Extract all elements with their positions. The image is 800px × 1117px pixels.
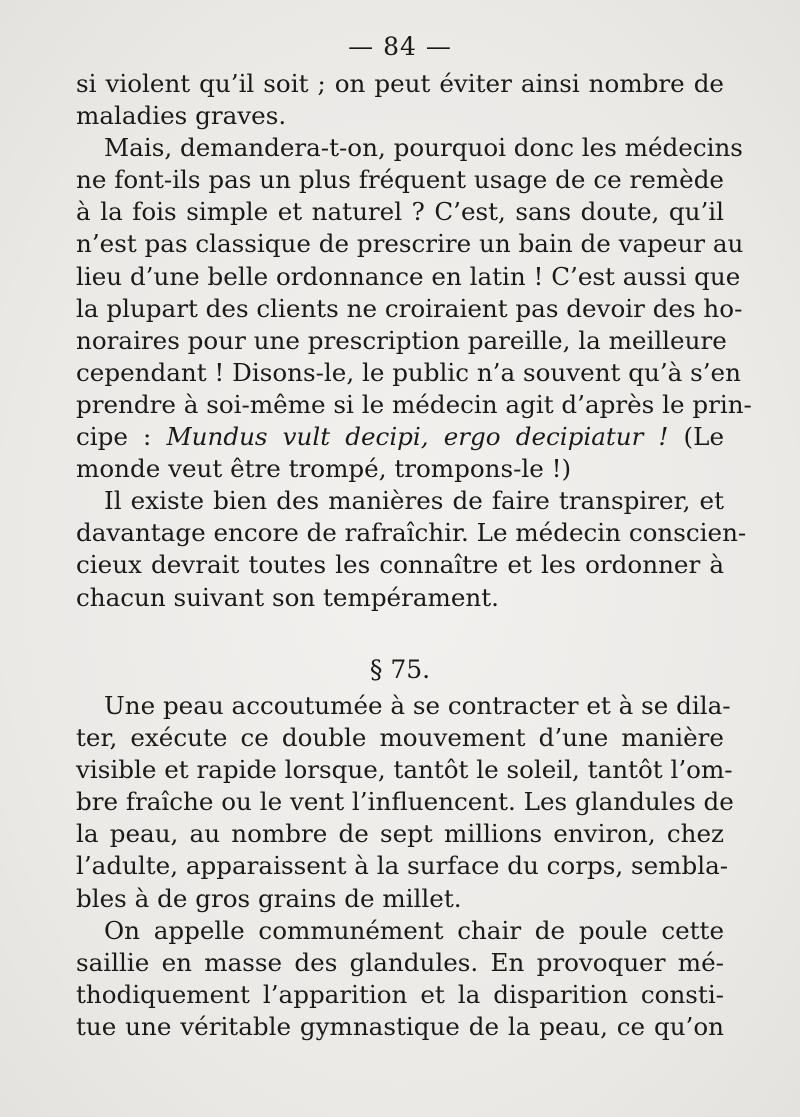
text-line: saillie en masse des glandules. En provoquer mé- bbox=[76, 947, 724, 977]
section-heading: § 75. bbox=[369, 655, 431, 684]
text-line: chacun suivant son tempérament. bbox=[76, 582, 499, 612]
text-line: Mais, demandera-t-on, pourquoi donc les médecins bbox=[104, 133, 743, 163]
text-line: bre fraîche ou le vent l’influencent. Les glandules de bbox=[76, 787, 734, 817]
text-line: si violent qu’il soit ; on peut éviter ainsi nombre de bbox=[76, 69, 724, 98]
text-line: ne font-ils pas un plus fréquent usage de ce remède bbox=[76, 165, 724, 195]
text-fragment: cipe : bbox=[76, 422, 152, 452]
text-line: lieu d’une belle ordonnance en latin ! C’est aussi que bbox=[76, 261, 741, 291]
text-line: à la fois simple et naturel ? C’est, sans doute, qu’il bbox=[76, 197, 724, 227]
text-line: n’est pas classique de prescrire un bain de vapeur au bbox=[76, 229, 744, 259]
text-line: noraires pour une prescription pareille, la meilleure bbox=[76, 325, 727, 355]
text-fragment: (Le bbox=[683, 422, 724, 452]
text-line-latin-quote bbox=[76, 421, 724, 453]
text-line: tue une véritable gymnastique de la peau, ce qu’on bbox=[76, 1011, 724, 1041]
text-line: thodiquement l’apparition et la disparition consti- bbox=[76, 979, 724, 1009]
text-line: cependant ! Disons-le, le public n’a souvent qu’à s’en bbox=[76, 357, 741, 387]
text-line: Il existe bien des manières de faire transpirer, et bbox=[104, 486, 724, 516]
text-line: maladies graves. bbox=[76, 101, 287, 131]
text-line: la peau, au nombre de sept millions environ, chez bbox=[76, 819, 724, 849]
page-number: — 84 — bbox=[348, 32, 452, 61]
text-line: monde veut être trompé, trompons-le !) bbox=[76, 454, 572, 484]
text-line: la plupart des clients ne croiraient pas devoir des ho- bbox=[76, 293, 743, 323]
text-line: On appelle communément chair de poule cette bbox=[104, 915, 724, 945]
text-line: visible et rapide lorsque, tantôt le soleil, tantôt l’om- bbox=[76, 755, 733, 785]
text-line: Une peau accoutumée à se contracter et à se dila- bbox=[104, 691, 731, 720]
text-block-upper bbox=[76, 68, 752, 614]
text-line: davantage encore de rafraîchir. Le médecin conscien- bbox=[76, 518, 747, 548]
latin-phrase: Mundus vult decipi, ergo decipiatur ! bbox=[166, 422, 669, 452]
text-line: l’adulte, apparaissent à la surface du corps, sembla- bbox=[76, 851, 729, 881]
text-line: bles à de gros grains de millet. bbox=[76, 883, 462, 913]
text-block-lower bbox=[76, 690, 734, 1043]
text-line: cieux devrait toutes les connaître et les ordonner à bbox=[76, 550, 724, 580]
text-line: ter, exécute ce double mouvement d’une manière bbox=[76, 723, 724, 753]
text-line: prendre à soi-même si le médecin agit d’après le prin- bbox=[76, 389, 752, 419]
